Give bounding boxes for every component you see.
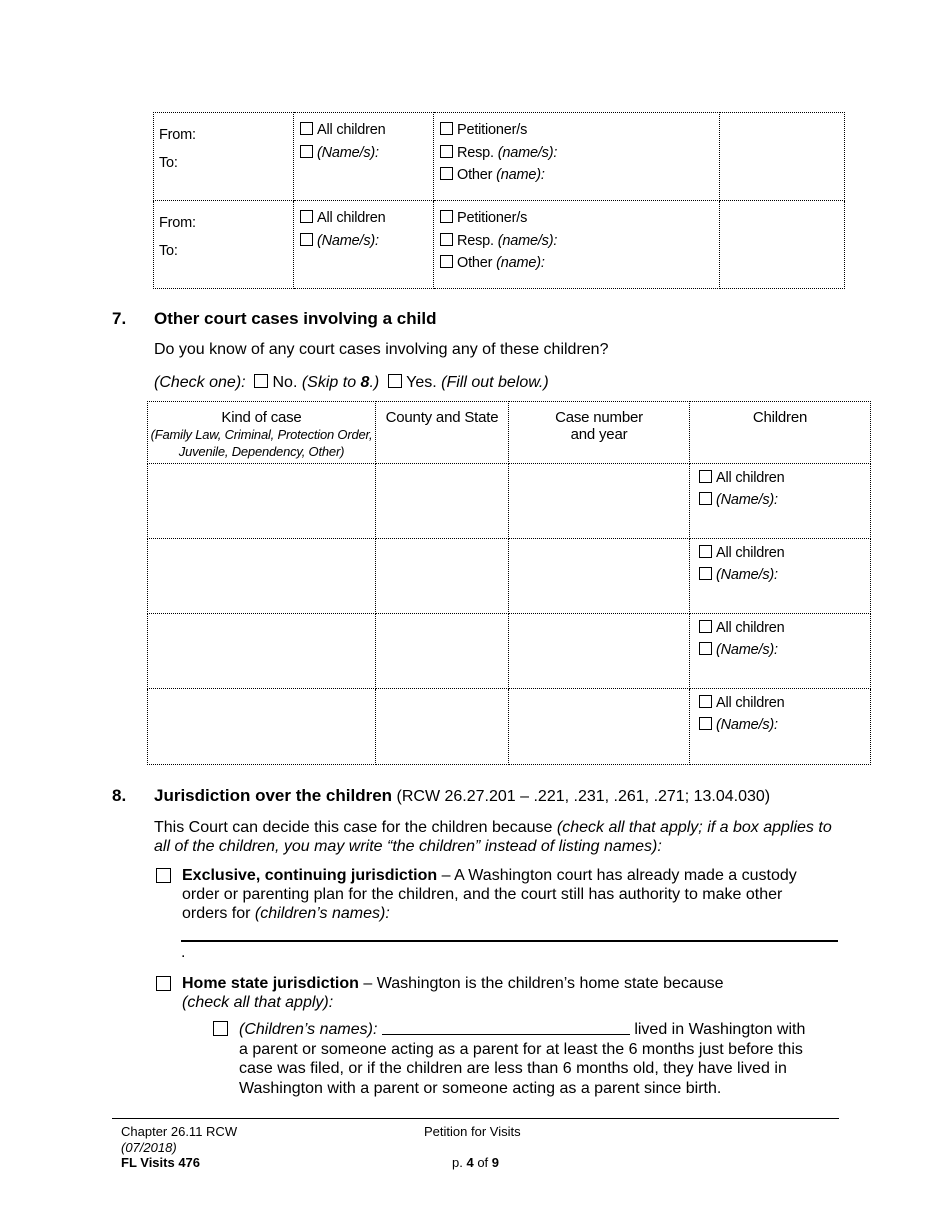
check-one-label: (Check one): bbox=[154, 374, 246, 391]
other-label: Other bbox=[457, 167, 493, 183]
page-of: of bbox=[473, 1155, 492, 1170]
kind-cell[interactable] bbox=[148, 464, 376, 539]
other-label: Other bbox=[457, 255, 493, 271]
checkbox[interactable] bbox=[300, 122, 313, 135]
names-label: (Name/s): bbox=[317, 233, 379, 249]
names-label: (Name/s): bbox=[716, 492, 778, 508]
resp-names-label: (name/s): bbox=[497, 145, 558, 161]
kind-cell[interactable] bbox=[148, 539, 376, 614]
county-cell[interactable] bbox=[376, 464, 509, 539]
county-header-label: County and State bbox=[385, 409, 499, 426]
sub-text-2: a parent or someone acting as a parent for at least the 6 months just before this case was filed, or if the children are less than 6 months old, they have lived in Washington with a parent or someone acting as a parent since birth. bbox=[239, 1040, 803, 1097]
kind-header bbox=[148, 402, 376, 464]
table-row bbox=[148, 539, 871, 614]
yes-label: Yes. bbox=[406, 374, 437, 391]
checkbox[interactable] bbox=[300, 145, 313, 158]
table-row bbox=[148, 614, 871, 689]
names-label: (Name/s): bbox=[716, 642, 778, 658]
section-8-title: Jurisdiction over the children bbox=[154, 786, 393, 805]
skip-end: .) bbox=[369, 374, 380, 391]
to-label: To: bbox=[159, 155, 178, 171]
other-name-label: (name): bbox=[496, 167, 545, 183]
section-8-number: 8. bbox=[112, 786, 127, 805]
county-header bbox=[376, 402, 509, 464]
names-label: (Name/s): bbox=[716, 717, 778, 733]
children-header-label: Children bbox=[752, 409, 808, 426]
footer-form: FL Visits 476 bbox=[121, 1155, 201, 1170]
schedule-table bbox=[153, 112, 845, 289]
exclusive-checkbox[interactable] bbox=[156, 868, 171, 883]
case-number-cell[interactable] bbox=[509, 539, 690, 614]
children-cell bbox=[294, 201, 434, 289]
from-label: From: bbox=[159, 127, 196, 143]
kind-header-sub: (Family Law, Criminal, Protection Order, Juvenile, Dependency, Other) bbox=[150, 427, 373, 459]
all-children-label: All children bbox=[716, 470, 785, 486]
kind-cell[interactable] bbox=[148, 689, 376, 765]
page-prefix: p. bbox=[452, 1155, 467, 1170]
kind-cell[interactable] bbox=[148, 614, 376, 689]
home-state-checkbox[interactable] bbox=[156, 976, 171, 991]
county-cell[interactable] bbox=[376, 689, 509, 765]
children-cell bbox=[690, 689, 871, 765]
from-label: From: bbox=[159, 215, 196, 231]
checkbox[interactable] bbox=[300, 233, 313, 246]
home-state-text: – Washington is the children’s home state because bbox=[358, 975, 724, 992]
footer-date: (07/2018) bbox=[121, 1139, 177, 1155]
checkbox[interactable] bbox=[699, 642, 712, 655]
check-one-row bbox=[154, 374, 549, 392]
no-checkbox[interactable] bbox=[254, 374, 268, 388]
all-children-label: All children bbox=[317, 122, 386, 138]
table-row bbox=[148, 464, 871, 539]
case-number-cell[interactable] bbox=[509, 689, 690, 765]
party-cell bbox=[434, 201, 720, 289]
checkbox[interactable] bbox=[440, 210, 453, 223]
checkbox[interactable] bbox=[440, 145, 453, 158]
fill-out-label: (Fill out below.) bbox=[441, 374, 549, 391]
home-state-italic: (check all that apply): bbox=[182, 994, 334, 1011]
all-children-label: All children bbox=[317, 210, 386, 226]
children-names-blank[interactable] bbox=[382, 1019, 630, 1035]
skip-number: 8 bbox=[360, 374, 370, 391]
no-label: No. bbox=[272, 374, 298, 391]
section-7-title: Other court cases involving a child bbox=[154, 309, 437, 328]
checkbox[interactable] bbox=[440, 233, 453, 246]
county-cell[interactable] bbox=[376, 539, 509, 614]
checkbox[interactable] bbox=[699, 620, 712, 633]
checkbox[interactable] bbox=[699, 567, 712, 580]
blank-cell[interactable] bbox=[720, 201, 845, 289]
footer-rule bbox=[112, 1118, 839, 1119]
other-name-label: (name): bbox=[496, 255, 545, 271]
table-row bbox=[148, 689, 871, 765]
exclusive-title: Exclusive, continuing jurisdiction bbox=[182, 867, 438, 884]
names-label: (Name/s): bbox=[317, 145, 379, 161]
children-cell bbox=[690, 539, 871, 614]
section-8-rcw: (RCW 26.27.201 – .221, .231, .261, .271; 13.04.030) bbox=[396, 788, 771, 805]
home-state-paragraph bbox=[182, 974, 832, 1012]
checkbox[interactable] bbox=[440, 122, 453, 135]
intro-text: This Court can decide this case for the children because bbox=[154, 819, 557, 836]
to-label: To: bbox=[159, 243, 178, 259]
home-state-title: Home state jurisdiction bbox=[182, 975, 359, 992]
checkbox[interactable] bbox=[300, 210, 313, 223]
children-names-checkbox[interactable] bbox=[213, 1021, 228, 1036]
all-children-label: All children bbox=[716, 695, 785, 711]
footer-chapter: Chapter 26.11 RCW bbox=[121, 1124, 238, 1139]
checkbox[interactable] bbox=[699, 695, 712, 708]
footer-left bbox=[121, 1124, 237, 1171]
checkbox[interactable] bbox=[699, 545, 712, 558]
blank-cell[interactable] bbox=[720, 113, 845, 201]
date-cell[interactable] bbox=[154, 113, 294, 201]
all-children-label: All children bbox=[716, 620, 785, 636]
kind-header-label: Kind of case bbox=[221, 409, 302, 426]
all-children-label: All children bbox=[716, 545, 785, 561]
case-number-cell[interactable] bbox=[509, 464, 690, 539]
period: . bbox=[181, 944, 186, 961]
page-total: 9 bbox=[491, 1155, 500, 1170]
resp-names-label: (name/s): bbox=[497, 233, 558, 249]
sub-italic: (Children’s names): bbox=[239, 1021, 378, 1038]
petitioner-label: Petitioner/s bbox=[457, 210, 528, 226]
section-7-number: 7. bbox=[112, 309, 127, 328]
case-number-cell[interactable] bbox=[509, 614, 690, 689]
checkbox[interactable] bbox=[699, 717, 712, 730]
court-cases-table bbox=[147, 401, 871, 765]
county-cell[interactable] bbox=[376, 614, 509, 689]
case-year-label: and year bbox=[570, 426, 628, 443]
section-7-question: Do you know of any court cases involving any of these children? bbox=[154, 341, 609, 358]
intro-italic: (check all that apply; if a box applies to all of the children, you may write “the children” instead of listing names): bbox=[154, 819, 832, 855]
page-number: 4 bbox=[466, 1155, 474, 1170]
home-state-sub bbox=[239, 1019, 839, 1098]
section-8-heading bbox=[154, 786, 844, 806]
case-number-header bbox=[509, 402, 690, 464]
exclusive-italic: (children’s names): bbox=[254, 905, 390, 922]
exclusive-paragraph bbox=[182, 866, 832, 923]
skip-label: (Skip to bbox=[301, 374, 361, 391]
checkbox[interactable] bbox=[440, 255, 453, 268]
sub-text-1: lived in Washington with bbox=[629, 1021, 806, 1038]
yes-checkbox[interactable] bbox=[388, 374, 402, 388]
checkbox[interactable] bbox=[440, 167, 453, 180]
footer-page bbox=[452, 1155, 499, 1170]
resp-label: Resp. bbox=[457, 233, 494, 249]
date-cell[interactable] bbox=[154, 201, 294, 289]
petitioner-label: Petitioner/s bbox=[457, 122, 528, 138]
children-cell bbox=[690, 464, 871, 539]
resp-label: Resp. bbox=[457, 145, 494, 161]
section-8-intro bbox=[154, 818, 834, 856]
checkbox[interactable] bbox=[699, 470, 712, 483]
case-number-label: Case number bbox=[555, 409, 643, 426]
checkbox[interactable] bbox=[699, 492, 712, 505]
exclusive-text: – A Washington court has already made a custody order or parenting plan for the children, and the court still has authority to make other orders for bbox=[182, 867, 797, 922]
names-label: (Name/s): bbox=[716, 567, 778, 583]
children-names-line[interactable] bbox=[181, 940, 838, 942]
footer-title: Petition for Visits bbox=[424, 1124, 521, 1139]
children-header bbox=[690, 402, 871, 464]
children-cell bbox=[294, 113, 434, 201]
children-cell bbox=[690, 614, 871, 689]
party-cell bbox=[434, 113, 720, 201]
